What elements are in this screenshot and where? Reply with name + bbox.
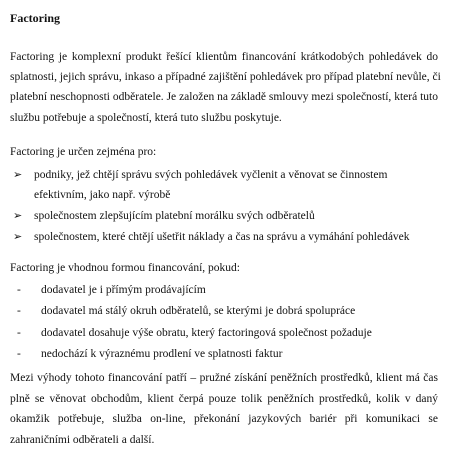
- suitability-list: [10, 280, 446, 366]
- list-item: [10, 323, 446, 344]
- list-item: [10, 165, 446, 205]
- list-item-text: podniky, jež chtějí správu svých pohledávek vyčlenit a věnovat se činnostem: [34, 169, 388, 181]
- advantages-paragraph: [10, 368, 438, 450]
- intro-paragraph-line: službu potřebuje a společností, která tuto službu poskytuje.: [10, 111, 282, 124]
- dash-bullet-icon: -: [17, 305, 21, 318]
- list-item: [10, 344, 446, 365]
- arrow-bullet-icon: ➢: [13, 231, 23, 243]
- advantages-paragraph-line: zahraničními odběrateli a další.: [10, 433, 155, 446]
- advantages-paragraph-line: plně se věnovat obchodům, klient čerpá pouze tolik peněžních prostředků, kolik v daný: [10, 392, 438, 405]
- intro-paragraph: [10, 47, 441, 128]
- list-item: [10, 206, 446, 226]
- suitability-intro: Factoring je vhodnou formou financování, pokud:: [10, 262, 240, 274]
- document-heading: Factoring: [10, 11, 60, 25]
- advantages-paragraph-line: okamžik potřebuje, služba on-line, překonání jazykových bariér při komunikaci se: [10, 413, 438, 425]
- list-item-text: dodavatel dosahuje výše obratu, který factoringová společnost požaduje: [41, 326, 372, 339]
- arrow-bullet-icon: ➢: [13, 169, 23, 181]
- intro-paragraph-line: splatnosti, jejich správu, inkaso a případné zajištění pohledávek pro případ platební nevůle, či: [10, 71, 441, 84]
- list-item: [10, 280, 446, 301]
- target-group-list: [10, 165, 446, 248]
- intro-paragraph-line: Factoring je komplexní produkt řešící klientům financování krátkodobých pohledávek do: [10, 51, 438, 63]
- advantages-paragraph-line: Mezi výhody tohoto financování patří – pružné získání peněžních prostředků, klient má čas: [10, 372, 438, 384]
- list-item: [10, 227, 446, 247]
- list-item-text: společnostem zlepšujícím platební morálku svých odběratelů: [34, 210, 315, 222]
- dash-bullet-icon: -: [17, 326, 21, 339]
- list-item-text: nedochází k výraznému prodlení ve splatnosti faktur: [41, 348, 283, 361]
- arrow-bullet-icon: ➢: [13, 210, 23, 222]
- dash-bullet-icon: -: [17, 348, 21, 361]
- list-item: [10, 301, 446, 322]
- list-item-text: dodavatel má stálý okruh odběratelů, se kterými je dobrá spolupráce: [41, 305, 356, 318]
- intro-paragraph-line: platební neschopnosti odběratele. Je založen na základě smlouvy mezi společností, která tuto: [10, 91, 438, 104]
- list-item-text: společnostem, které chtějí ušetřit náklady a čas na správu a vymáhání pohledávek: [34, 231, 410, 243]
- target-group-intro: Factoring je určen zejména pro:: [10, 146, 157, 158]
- dash-bullet-icon: -: [17, 284, 21, 296]
- list-item-text: efektivním, jako např. výrobě: [34, 189, 171, 201]
- list-item-text: dodavatel je i přímým prodávajícím: [41, 284, 206, 296]
